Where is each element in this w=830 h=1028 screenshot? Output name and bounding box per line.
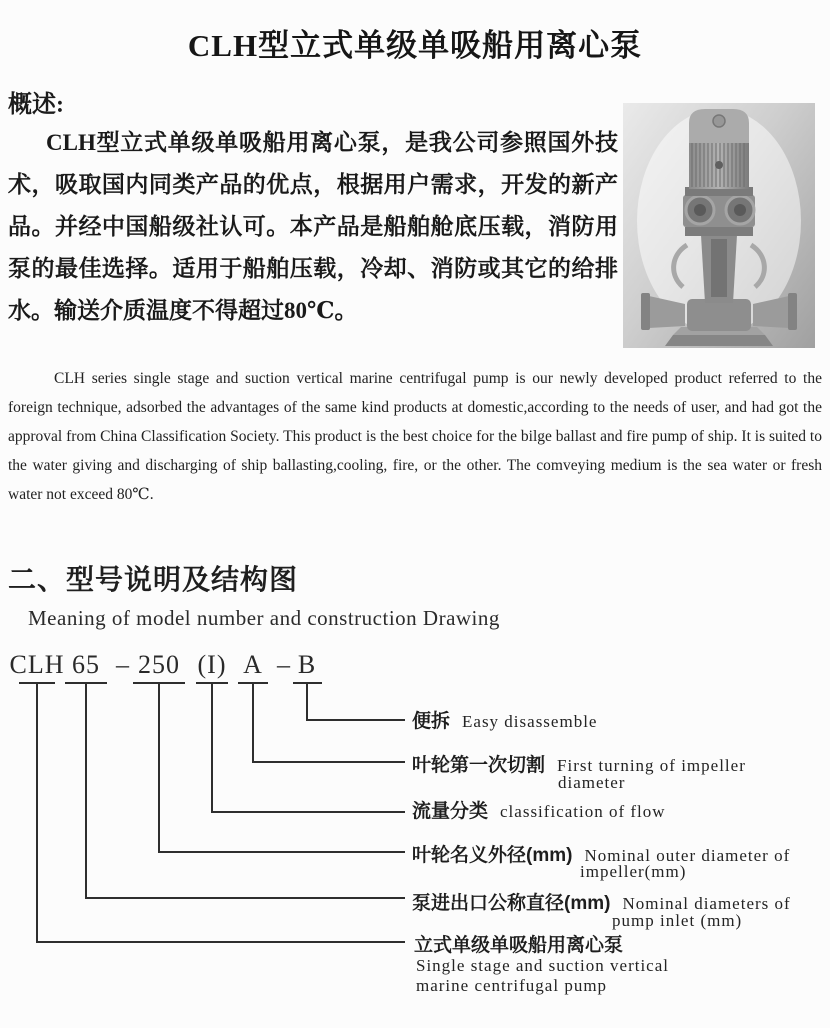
connector-hline <box>253 761 405 763</box>
model-label-en: Nominal diameters of <box>622 894 791 913</box>
model-label-cn: 流量分类 <box>412 801 489 822</box>
connector-vline <box>252 684 254 763</box>
model-label-cn: 叶轮第一次切割 <box>412 755 546 776</box>
pump-volute <box>687 299 751 331</box>
model-code-part-b: B <box>297 650 317 679</box>
pump-photo <box>623 103 815 348</box>
connector-hline <box>86 897 405 899</box>
connector-hline <box>159 851 405 853</box>
connector-vline <box>158 684 160 853</box>
model-label-easy-disassemble <box>412 706 597 733</box>
overview-paragraph-en: CLH series single stage and suction vertical marine centrifugal pump is our newly developed product referred to the foreign technique, adsorbed the advantages of the same kind products at domestic,according to the needs of user, and had got the approval from China Classification Society. This product is the best choice for the bilge ballast and fire pump of ship. It is suited to the water giving and discharging of ship ballasting,cooling, fire, or the other. The comveying medium is the sea water or fresh water not exceed 80℃. <box>8 370 822 503</box>
model-label-cn: 泵进出口公称直径(mm) <box>412 893 611 914</box>
model-label-flow-classification <box>412 796 666 823</box>
model-label-en-line2: diameter <box>558 773 626 792</box>
model-label-en-line2: marine centrifugal pump <box>416 976 608 995</box>
section2-heading-en: Meaning of model number and construction Drawing <box>28 606 500 630</box>
model-label-en: Easy disassemble <box>462 712 598 731</box>
model-label-en-line2: impeller(mm) <box>580 862 687 881</box>
model-code-part-250: 250 <box>138 650 180 679</box>
model-code-part-65: 65 <box>72 650 100 679</box>
model-label-en: Nominal outer diameter of <box>584 846 791 865</box>
connector-vline <box>306 684 308 721</box>
model-code-dash-1: – <box>116 650 130 679</box>
overview-paragraph-cn: CLH型立式单级单吸船用离心泵，是我公司参照国外技术，吸取国内同类产品的优点，根据用户需求，开发的新产品。并经中国船级社认可。本产品是船舶舱底压载，消防用泵的最佳选择。适用于船舶压载，冷却、消防或其它的给排水。输送介质温度不得超过80℃。 <box>8 130 618 323</box>
connector-hline <box>37 941 405 943</box>
model-label-cn: 便拆 <box>412 711 451 732</box>
page-title: CLH型立式单级单吸船用离心泵 <box>187 28 643 63</box>
model-label-en-line2: pump inlet (mm) <box>612 911 743 930</box>
model-label-en: First turning of impeller <box>557 756 746 775</box>
model-code-dash-2: – <box>277 650 291 679</box>
connector-vline <box>36 684 38 943</box>
pump-gauges <box>683 195 755 227</box>
model-code-part-clh: CLH <box>9 650 65 679</box>
section2-heading-cn: 二、型号说明及结构图 <box>8 564 299 595</box>
overview-heading: 概述: <box>8 92 64 118</box>
model-code-part-i: (I) <box>197 650 227 679</box>
model-label-pump-type <box>414 930 635 957</box>
connector-vline <box>85 684 87 899</box>
pump-motor <box>685 109 753 196</box>
connector-vline <box>211 684 213 813</box>
model-code-part-a: A <box>243 650 263 679</box>
model-label-en: classification of flow <box>500 802 666 821</box>
connector-hline <box>212 811 405 813</box>
pump-illustration <box>623 103 815 348</box>
model-label-cn: 立式单级单吸船用离心泵 <box>414 935 624 956</box>
model-label-cn: 叶轮名义外径(mm) <box>412 845 573 866</box>
connector-hline <box>307 719 405 721</box>
model-label-en-line1: Single stage and suction vertical <box>416 956 669 975</box>
